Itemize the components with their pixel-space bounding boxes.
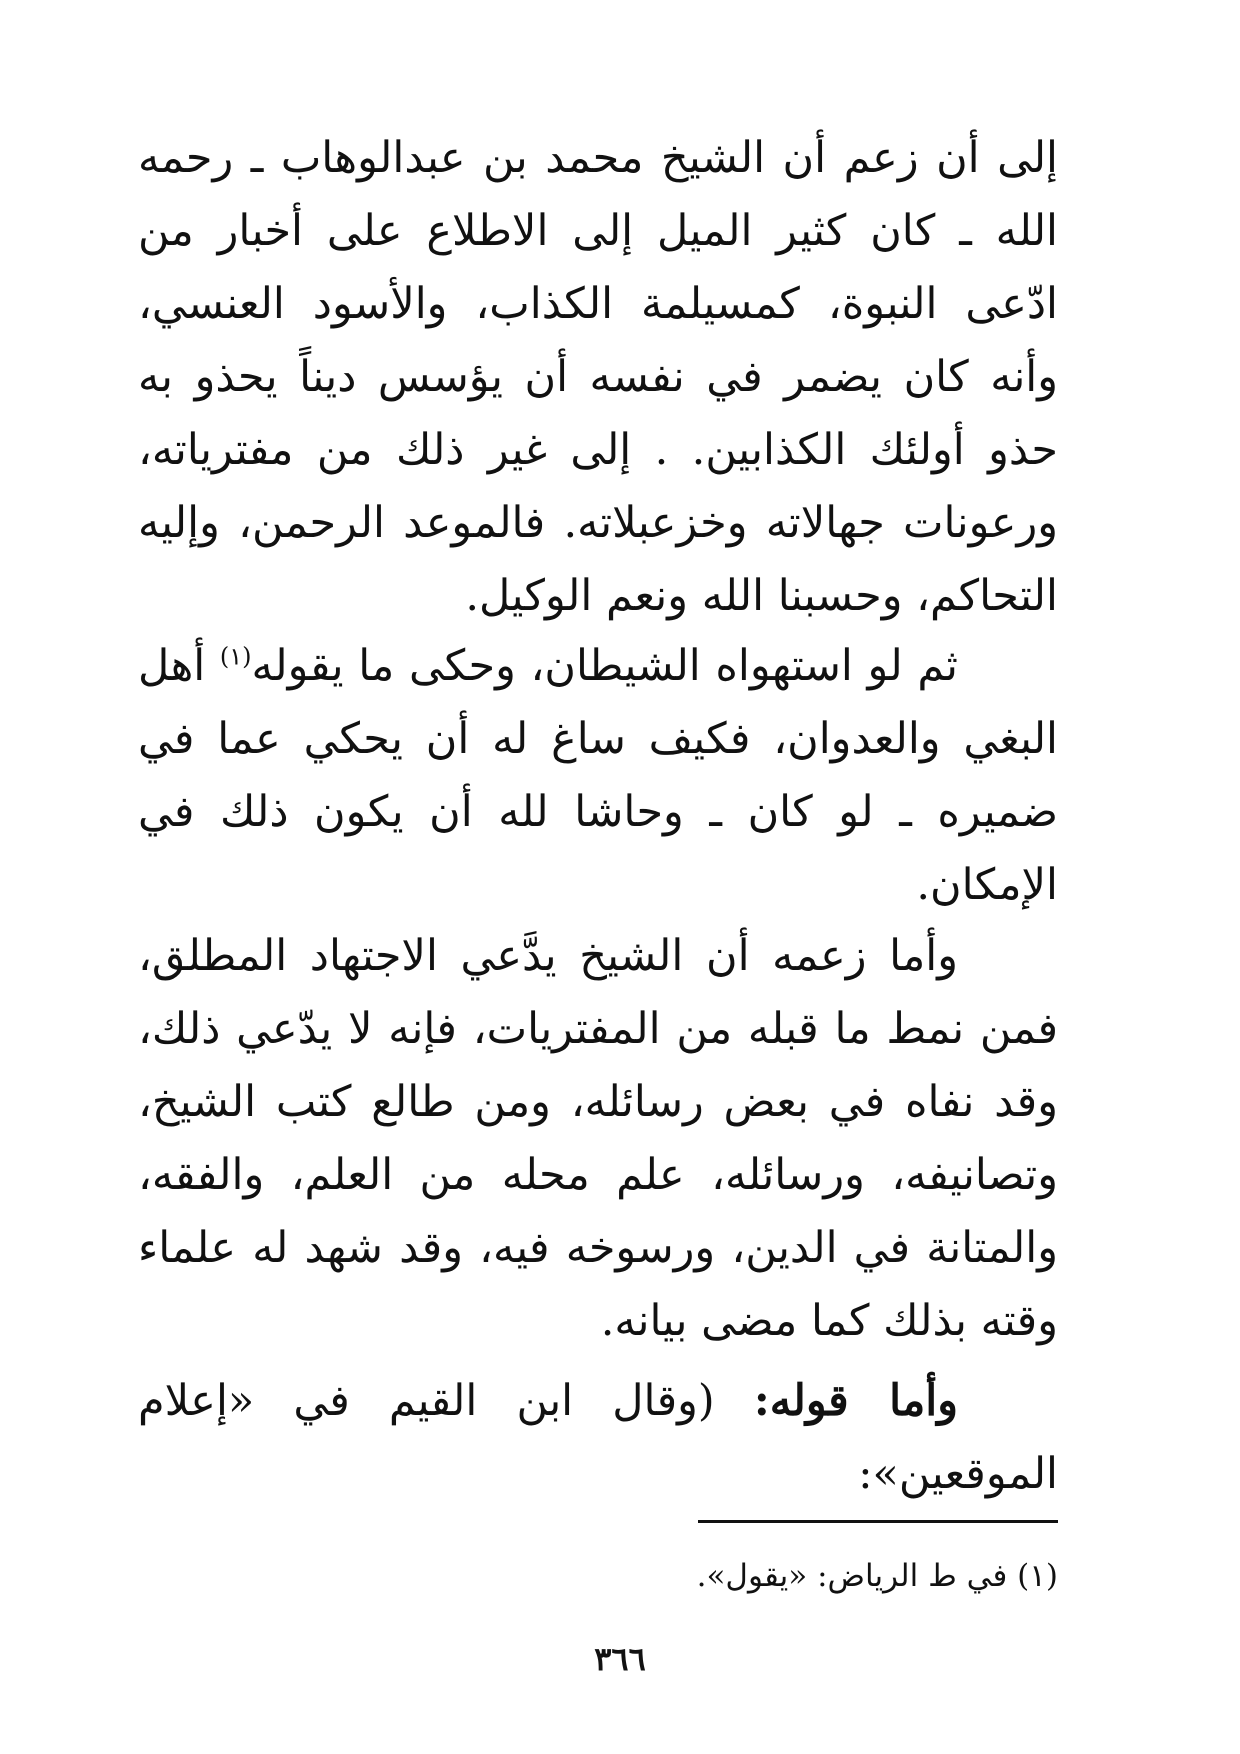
footnote: (١) في ط الرياض: «يقول». (696, 1558, 1058, 1594)
paragraph-2-end: أهل البغي والعدوان، فكيف ساغ له أن يحكي عما في ضميره ـ لو كان ـ وحاشا لله أن يكون ذلك في الإمكان. (138, 641, 1058, 910)
paragraph-4-lead: وأما قوله: (753, 1376, 958, 1426)
paragraph-2 (138, 630, 1058, 922)
paragraph-2-start: ثم لو استهواه الشيطان، وحكى ما يقوله (251, 641, 958, 691)
footnote-divider (698, 1520, 1058, 1523)
footnote-reference: (١) (219, 642, 252, 671)
paragraph-3: وأما زعمه أن الشيخ يدَّعي الاجتهاد المطلق، فمن نمط ما قبله من المفتريات، فإنه لا يدّعي ذلك، وقد نفاه في بعض رسائله، ومن طالع كتب الشيخ، وتصانيفه، ورسائله، علم محله من العلم، والفقه، والمتانة في الدين، ورسوخه فيه، وقد شهد له علماء وقته بذلك كما مضى بيانه. (138, 931, 1058, 1346)
page-number: ٣٦٦ (594, 1640, 646, 1678)
paragraph-4-quote: (وقال ابن القيم في «إعلام الموقعين»: (138, 1376, 1058, 1499)
paragraph-4 (138, 1365, 1058, 1511)
paragraph-1: إلى أن زعم أن الشيخ محمد بن عبدالوهاب ـ رحمه الله ـ كان كثير الميل إلى الاطلاع على أخبار من ادّعى النبوة، كمسيلمة الكذاب، والأسود العنسي، وأنه كان يضمر في نفسه أن يؤسس ديناً يحذو به حذو أولئك الكذابين. . إلى غير ذلك من مفترياته، ورعونات جهالاته وخزعبلاته. فالموعد الرحمن، وإليه التحاكم، وحسبنا الله ونعم الوكيل. (138, 133, 1058, 621)
